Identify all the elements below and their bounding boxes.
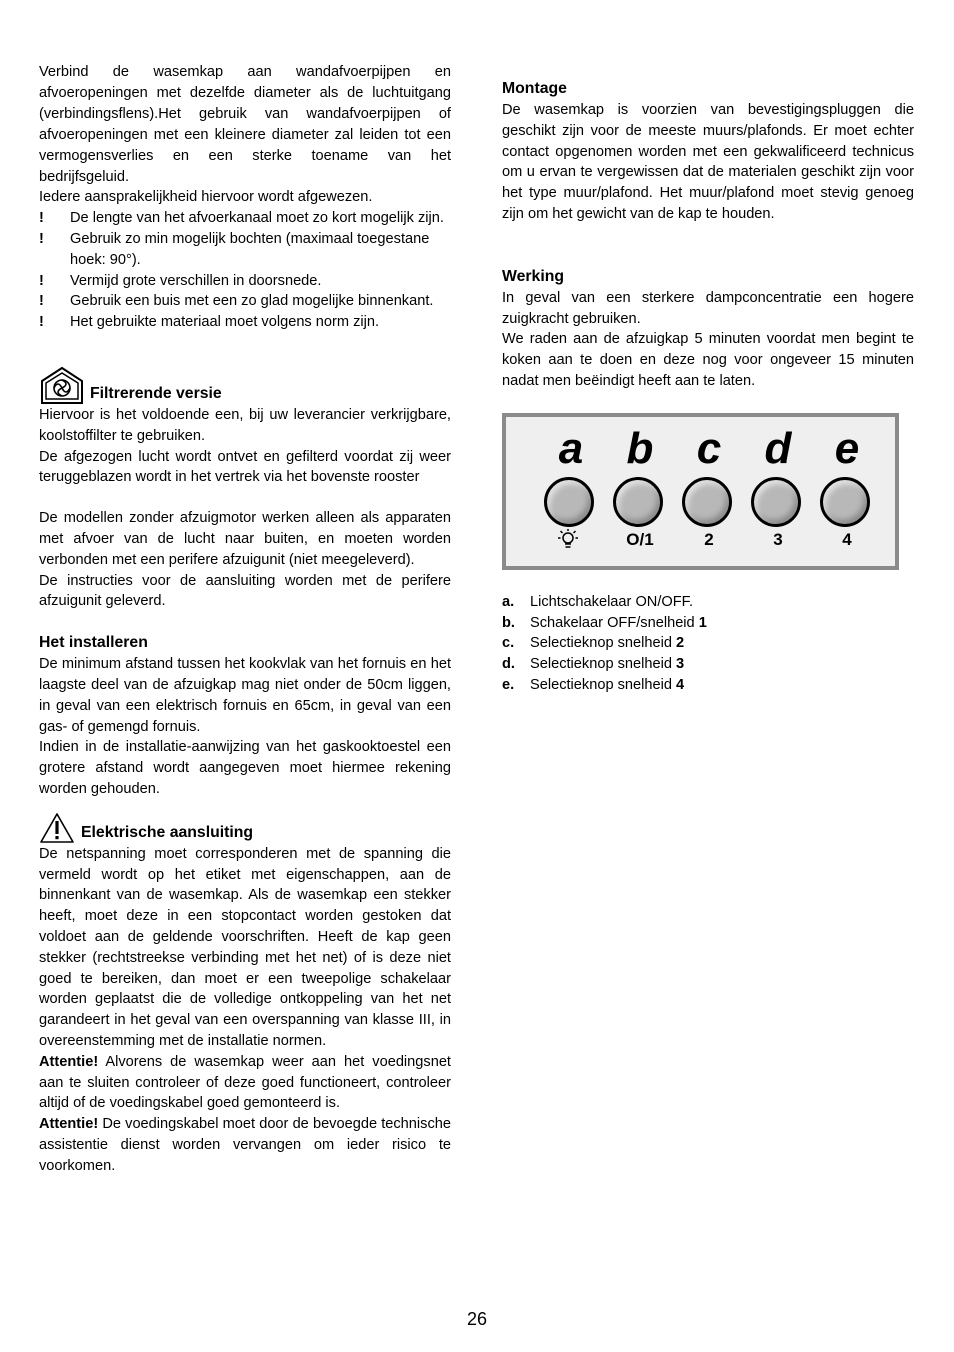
list-item: b. Schakelaar OFF/snelheid 1 <box>502 614 707 631</box>
attention-paragraph: Attentie! De voedingskabel moet door de bevoegde technische assistentie dienst worden vervangen om ieder risico te voorkomen. <box>39 1116 451 1174</box>
filter-paragraph: De instructies voor de aansluiting worden met de perifere afzuigunit geleverd. <box>39 572 451 610</box>
filter-paragraph: Hiervoor is het voldoende een, bij uw leverancier verkrijgbare, koolstoffilter te gebruiken. <box>39 407 451 444</box>
speed-4-button[interactable] <box>820 477 870 527</box>
speed-3-button[interactable] <box>751 477 801 527</box>
control-legend <box>502 592 914 696</box>
off-speed1-button[interactable] <box>613 477 663 527</box>
page-number: 26 <box>466 1309 488 1329</box>
section-title: Het installeren <box>39 634 148 652</box>
section-title: Elektrische aansluiting <box>81 823 254 841</box>
speed-2-button[interactable] <box>682 477 732 527</box>
panel-label: 2 <box>704 529 714 549</box>
warning-triangle-icon <box>39 812 75 844</box>
werking-paragraph: In geval van een sterkere dampconcentratie een hogere zuigkracht gebruiken. <box>502 289 914 327</box>
section-title: Montage <box>502 80 567 97</box>
list-item: a. Lichtschakelaar ON/OFF. <box>502 593 694 610</box>
montage-paragraph: De wasemkap is voorzien van bevestigingspluggen die geschikt zijn voor de meeste muurs/plafonds. Er moet echter contact opgenomen worden met een gekwalificeerd technicus om u ervan te vergewissen dat de materialen geschikt zijn voor het type muur/plafond. Het muur/plafond moet stevig genoeg zijn om het gewicht van de kap te houden. <box>502 102 914 222</box>
install-paragraph: Indien in de installatie-aanwijzing van het gaskooktoestel een grotere afstand wordt aangegeven moet hiermee rekening worden gehouden. <box>39 739 451 797</box>
panel-letter: b <box>626 423 654 473</box>
panel-letter: d <box>764 423 792 473</box>
install-paragraph: De minimum afstand tussen het kookvlak van het fornuis en het laagste deel van de afzuigkap mag niet onder de 50cm liggen, in geval van een elektrisch fornuis en 65cm, in geval van een gas- of gemengd fornuis. <box>39 656 451 735</box>
panel-letter: c <box>696 423 722 473</box>
panel-label: O/1 <box>626 529 654 549</box>
panel-letter: e <box>834 423 860 473</box>
filter-section-heading <box>39 365 451 405</box>
filter-hood-icon <box>39 365 85 405</box>
light-bulb-icon <box>556 528 580 552</box>
list-item: d. Selectieknop snelheid 3 <box>502 656 685 673</box>
intro-paragraph: Verbind de wasemkap aan wandafvoerpijpen en afvoeropeningen met dezelfde diameter als de luchtuitgang (verbindingsflens).Het gebruik van wandafvoerpijpen of afvoeropeningen met een kleinere diameter zal leiden tot een vermogensverlies en een sterke toename van het bedrijfsgeluid. <box>39 64 451 185</box>
light-button[interactable] <box>544 477 594 527</box>
list-item: ! De lengte van het afvoerkanaal moet zo kort mogelijk zijn. <box>39 210 444 227</box>
list-item: e. Selectieknop snelheid 4 <box>502 676 685 693</box>
electric-section-heading <box>39 812 451 844</box>
panel-label: 4 <box>842 529 852 549</box>
attention-paragraph: Attentie! Alvorens de wasemkap weer aan het voedingsnet aan te sluiten controleer of deze goed functioneert, controleer altijd of de voedingskabel goed gemonteerd is. <box>39 1053 451 1112</box>
filter-paragraph: De modellen zonder afzuigmotor werken alleen als apparaten met afvoer van de lucht naar buiten, en moeten worden verbonden met een perifere afzuigunit (niet meegeleverd). <box>39 510 451 568</box>
list-item: ! Vermijd grote verschillen in doorsnede. <box>39 272 322 289</box>
filter-paragraph: De afgezogen lucht wordt ontvet en gefilterd voordat zij weer teruggeblazen wordt in het vertrek via het bovenste rooster <box>39 448 451 486</box>
werking-paragraph: We raden aan de afzuigkap 5 minuten voordat men begint te koken aan te doen en deze nog voor ongeveer 15 minuten nadat men beëindigt heeft aan te laten. <box>502 331 914 389</box>
electric-paragraph: De netspanning moet corresponderen met de spanning die vermeld wordt op het etiket met eigenschappen, aan de binnenkant van de wasemkap. Als de wasemkap een stekker heeft, moet deze in een stopcontact worden gestoken dat voldoet aan de geldende voorschriften. Heeft de kap geen stekker (rechtstreekse verbinding met het net) of is deze niet goed te bereiken, dan moet er een tweepolige schakelaar worden geplaatst die de volledige ontkoppeling van het net garandeert in het geval van een overspanning van klasse III, in overeenstemming met de installatie normen. <box>39 845 451 1049</box>
duct-rules-list <box>39 208 451 333</box>
liability-note: Iedere aansprakelijkheid hiervoor wordt afgewezen. <box>39 189 373 206</box>
section-title: Werking <box>502 267 565 285</box>
left-column <box>39 62 451 1177</box>
right-column <box>502 78 914 696</box>
panel-letter: a <box>558 423 584 473</box>
list-item: c. Selectieknop snelheid 2 <box>502 635 685 652</box>
panel-label: 3 <box>773 529 783 549</box>
list-item: ! Gebruik een buis met een zo glad mogelijke binnenkant. <box>39 293 434 310</box>
list-item: ! Gebruik zo min mogelijk bochten (maximaal toegestane hoek: 90°). <box>39 231 430 268</box>
list-item: ! Het gebruikte materiaal moet volgens norm zijn. <box>39 314 380 331</box>
control-panel-diagram <box>502 413 899 570</box>
section-title: Filtrerende versie <box>90 385 222 403</box>
